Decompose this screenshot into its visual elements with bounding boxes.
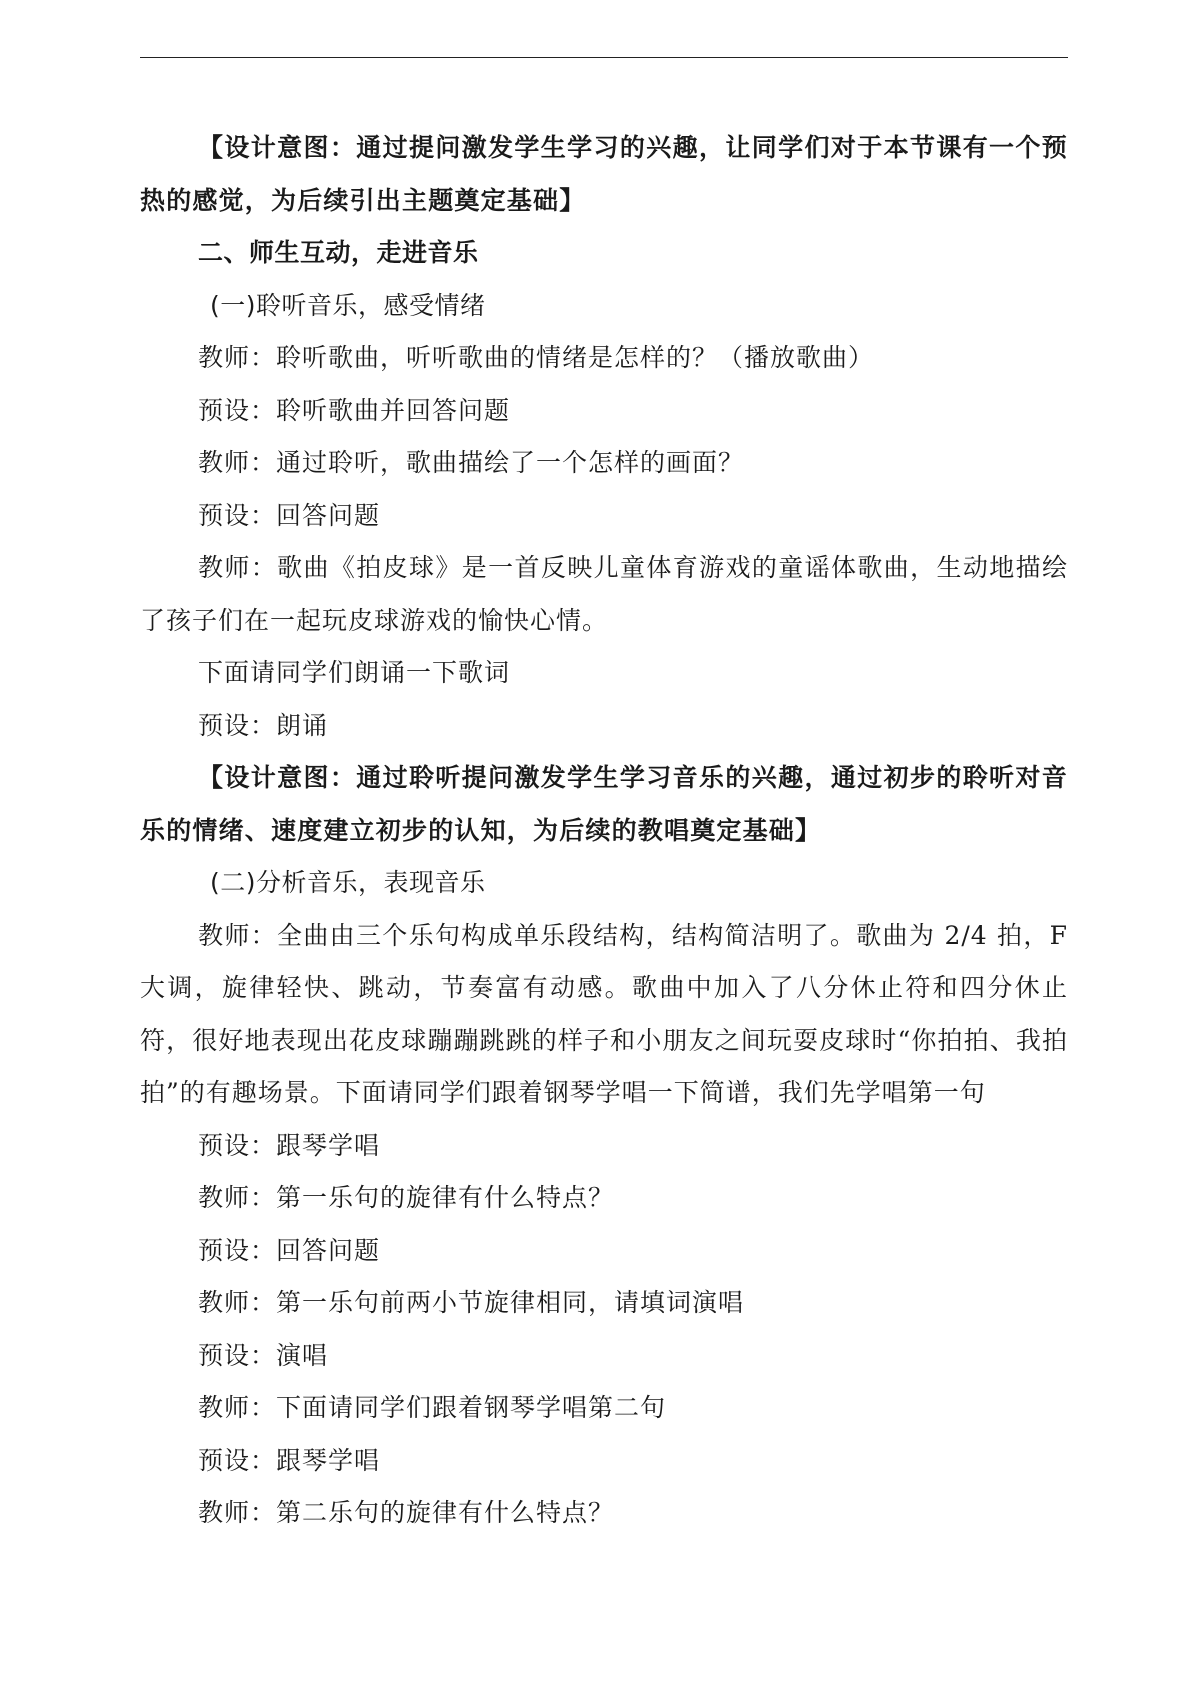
teacher-line: 教师：全曲由三个乐句构成单乐段结构，结构简洁明了。歌曲为 2/4 拍，F 大调，旋律轻快、跳动，节奏富有动感。歌曲中加入了八分休止符和四分休止符，很好地表现出花皮球蹦蹦跳跳的样子和小朋友之间玩耍皮球时“你拍拍、我拍拍”的有趣场景。下面请同学们跟着钢琴学唱一下简谱，我们先学唱第一句 [140, 920, 1068, 1107]
expected-response: 预设：跟琴学唱 [198, 1130, 381, 1160]
expected-response: 预设：聆听歌曲并回答问题 [198, 395, 511, 425]
expected-response: 预设：回答问题 [198, 1235, 381, 1265]
expected-response: 预设：朗诵 [198, 710, 329, 740]
design-intent-note: 【设计意图：通过聆听提问激发学生学习音乐的兴趣，通过初步的聆听对音乐的情绪、速度建立初步的认知，为后续的教唱奠定基础】 [140, 763, 1068, 845]
subsection-heading: (二)分析音乐，表现音乐 [210, 868, 486, 897]
teacher-line: 教师：第二乐句的旋律有什么特点？ [198, 1498, 615, 1527]
teacher-line: 教师：下面请同学们跟着钢琴学唱第二句 [198, 1393, 667, 1422]
expected-response: 预设：跟琴学唱 [198, 1445, 381, 1475]
teacher-line: 下面请同学们朗诵一下歌词 [198, 658, 511, 687]
document-body [140, 122, 1068, 1540]
subsection-heading: (一)聆听音乐，感受情绪 [210, 290, 486, 320]
section-heading: 二、师生互动，走进音乐 [198, 238, 479, 267]
teacher-line: 教师：聆听歌曲，听听歌曲的情绪是怎样的？（播放歌曲） [198, 343, 875, 372]
expected-response: 预设：回答问题 [198, 500, 381, 530]
teacher-line: 教师：第一乐句前两小节旋律相同，请填词演唱 [198, 1288, 745, 1317]
header-rule [140, 57, 1068, 58]
design-intent-note: 【设计意图：通过提问激发学生学习的兴趣，让同学们对于本节课有一个预热的感觉，为后续引出主题奠定基础】 [140, 133, 1068, 215]
teacher-line: 教师：第一乐句的旋律有什么特点？ [198, 1183, 615, 1212]
teacher-line: 教师：通过聆听，歌曲描绘了一个怎样的画面？ [198, 448, 745, 477]
expected-response: 预设：演唱 [198, 1340, 329, 1370]
teacher-line: 教师：歌曲《拍皮球》是一首反映儿童体育游戏的童谣体歌曲，生动地描绘了孩子们在一起玩皮球游戏的愉快心情。 [140, 553, 1068, 635]
